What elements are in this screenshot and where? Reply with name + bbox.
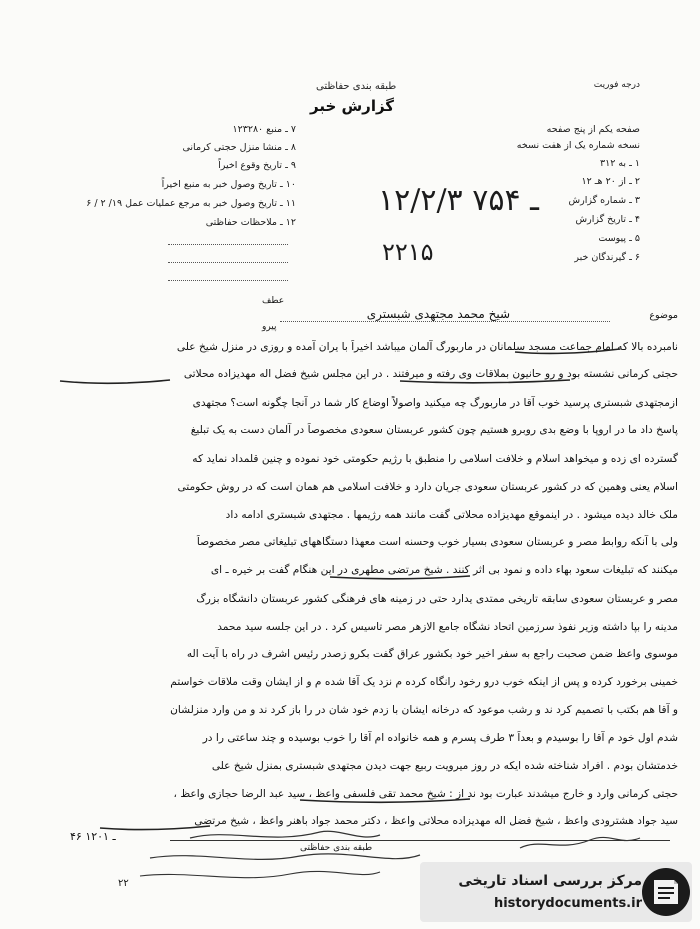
handwritten-code: ۲۲۱۵ xyxy=(382,238,434,266)
body-line: سید جواد هشترودی واعظ ، شیخ فضل اله مهدیزاده محلاتی واعظ ، دکتر محمد جواد باهنر واعظ ، شیخ مرتضی xyxy=(194,815,678,827)
signature-mark xyxy=(190,831,380,838)
archive-logo-icon xyxy=(640,866,692,918)
body-line: پاسخ داد ما در اروپا با وضع بدی روبرو هستیم چون کشور عربستان سعودی مخصوصاً در آلمان دست به یک تبلیغ xyxy=(190,424,678,436)
report-title: گزارش خبر xyxy=(310,97,395,115)
body-line: میکنند که تبلیغات سعود بهاء داده و نمود بی اثر کنند . شیخ مرتضی مطهری در این هنگام گفت بر خیره ـ ای xyxy=(210,564,678,576)
meta-attachment: ۵ ـ پیوست xyxy=(598,233,640,244)
body-line: موسوی واعظ ضمن صحبت راجع به سفر اخیر خود بکشور عراق گفت بکرو زصدر رئیس اشرف در راه با آیت اله xyxy=(186,648,678,660)
meta-from: ۲ ـ از ۲۰ هـ ۱۲ xyxy=(581,176,640,187)
signature-mark xyxy=(520,837,640,848)
signature-mark xyxy=(140,871,380,877)
footer-classification: طبقه بندی حفاظتی xyxy=(300,843,373,853)
meta-page-of: صفحه یکم از پنج صفحه xyxy=(546,124,640,135)
body-line: اسلام یعنی وهمین که در کشور عربستان سعودی جریان دارد و خلافت اسلامی هم همان است که در روش حکومتی xyxy=(177,481,678,493)
meta-report-date: ۴ ـ تاریخ گزارش xyxy=(575,214,640,225)
body-line: شدم اول خود م آقا را بوسیدم و بعداً ۳ طرف پسرم و همه خانواده ام آقا را خوب بوسیده و چند ساعتی را در xyxy=(202,732,678,744)
subject-value: شیخ محمد مجتهدی شبستری xyxy=(366,307,510,321)
body-line: نامبرده بالا که امام جماعت مسجد سلمانان در ماربورگ آلمان میباشد اخیراً با یران آمده و روزی در منزل شیخ علی xyxy=(176,341,678,353)
subject-label: موضوع xyxy=(649,310,678,321)
body-line: مصر و عربستان سعودی سابقه تاریخی ممتدی یدارد حتی در زمینه های فرهنگی کشور عربستان دانشگاه بزرگ xyxy=(196,593,678,605)
body-line: خمینی برخورد کرده و پس از اینکه خوب درو رخود رانگاه کرده م نزد یک آقا شده م و از ایشان وقت ملاقات خواستم xyxy=(170,676,678,688)
body-line: ولی با آنکه روابط مصر و عربستان سعودی بسیار خوب وحسنه است معهذا دستگاههای تبلیغاتی مصر مخصوصاً xyxy=(196,536,678,548)
follow-label: پیرو xyxy=(262,322,277,332)
footer-number: ۴۶ ـ ۱۲۰۱ xyxy=(70,830,116,843)
body-line: گسترده ای زده و میخواهد اسلام و خلافت اسلامی را منطبق با رژیم حکومتی خود نموده و چنین قلمداد نماید که xyxy=(192,453,678,465)
footer-page-number: ۲۲ xyxy=(118,878,129,889)
signature-mark xyxy=(150,854,420,860)
body-line: ازمجتهدی شبستری پرسید خوب آقا در ماربورگ چه میکنید واصولاً اوضاع کار شما در آنجا چگونه است؟ مجتهدی xyxy=(192,397,678,409)
meta-report-number: ۳ ـ شماره گزارش xyxy=(568,195,640,206)
meta-to: ۱ ـ به ۳۱۲ xyxy=(599,158,640,169)
meta-origin: ۸ ـ منشا منزل حجتی کرمانی xyxy=(182,142,296,153)
classification-label: طبقه بندی حفاظتی xyxy=(316,81,397,92)
priority-label: درجه فوریت xyxy=(593,80,640,90)
meta-source: ۷ ـ منبع ۱۲۳۲۸۰ xyxy=(232,124,296,135)
body-line: خدمتشان بودم . افراد شناخته شده ایکه در روز میرویت ربیع جهت دیدن مجتهدی شبستری بمنزل شیخ علی xyxy=(211,760,678,772)
meta-ops-receipt: ۱۱ ـ تاریخ وصول خبر به مرجع عملیات عمل ۱۹/ ۲ / ۶ xyxy=(86,198,296,209)
meta-copy-of: نسخه شماره یک از هفت نسخه xyxy=(516,140,640,151)
meta-source-receipt: ۱۰ ـ تاریخ وصول خبر به منبع اخیراً xyxy=(161,179,296,190)
watermark-name: مرکز بررسی اسناد تاریخی xyxy=(458,873,642,889)
meta-event-date: ۹ ـ تاریخ وقوع اخیراً xyxy=(218,160,296,171)
body-line: حجتی کرمانی نشسته بود و رو حانیون بملاقات وی رفته و میرفتند . در این مجلس شیخ فضل اله مهدیزاده محلاتی xyxy=(183,368,678,380)
body-line: مدینه را بپا داشته وزیر نفوذ سرزمین اتحاد نشگاه جامع الازهر مصر تاسیس کرد . در این جلسه سید محمد xyxy=(217,621,678,633)
watermark-url: historydocuments.ir xyxy=(493,896,642,911)
body-line: و آقا هم بکتب با تصمیم کرد ند و رشب موعود که درخانه ایشان با زدم خود شان در را باز کرد ند و من وارد منزلشان xyxy=(170,704,678,716)
meta-recipients: ۶ ـ گیرندگان خبر xyxy=(574,252,640,263)
meta-protective-notes: ۱۲ ـ ملاحظات حفاظتی xyxy=(205,217,296,228)
handwritten-report-number: ۱۲/۲/۳ ـ ۷۵۴ xyxy=(378,183,539,218)
reference-label: عطف xyxy=(262,296,285,306)
body-line: ملک خالد دیده میشود . در اینموقع مهدیزاده محلاتی گفت مانند همه رژیمها . مجتهدی شبستری ادامه داد xyxy=(225,509,678,521)
body-line: حجتی کرمانی وارد و خارج میشدند عبارت بود ند از : شیخ محمد تقی فلسفی واعظ ، سید عبد الرضا حجازی واعظ ، xyxy=(173,788,678,800)
